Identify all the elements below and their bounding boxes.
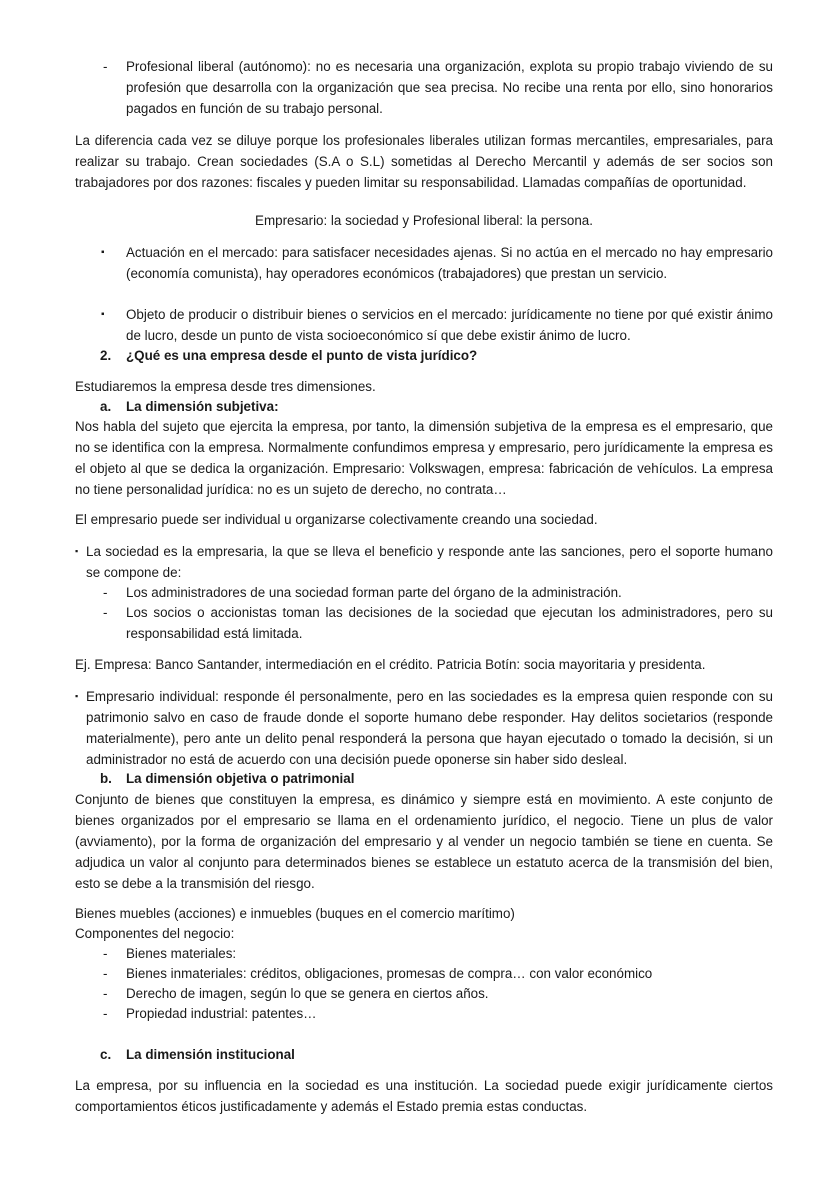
heading-number: 2. bbox=[100, 348, 112, 363]
list-item-bienes-materiales: Bienes materiales: bbox=[126, 946, 237, 961]
list-item-actuacion: Actuación en el mercado: para satisfacer necesidades ajenas. Si no actúa en el mercado no hay empresario (economía comunista), hay operadores económicos (trabajadores) que prestan un servicio. bbox=[126, 245, 773, 281]
list-item-bienes-inmateriales: Bienes inmateriales: créditos, obligaciones, promesas de compra… con valor económico bbox=[126, 966, 653, 981]
dash-bullet: - bbox=[103, 605, 108, 620]
dash-bullet: - bbox=[103, 585, 108, 600]
dash-bullet: - bbox=[103, 1006, 108, 1021]
subheading-institucional: La dimensión institucional bbox=[126, 1047, 295, 1062]
paragraph-estudiaremos: Estudiaremos la empresa desde tres dimensiones. bbox=[75, 379, 376, 394]
paragraph-ejemplo: Ej. Empresa: Banco Santander, intermediación en el crédito. Patricia Botín: socia mayoritaria y presidenta. bbox=[75, 657, 706, 672]
subheading-letter: b. bbox=[100, 771, 112, 786]
paragraph-componentes: Componentes del negocio: bbox=[75, 926, 235, 941]
paragraph-subjetiva: Nos habla del sujeto que ejercita la empresa, por tanto, la dimensión subjetiva de la empresa es el empresario, que no se identifica con la empresa. Normalmente confundimos empresa y empresario, pero jurídicamente la empresa es el objeto al que se dedica la organización. Empresario: Volkswagen, empresa: fabricación de vehículos. La empresa no tiene personalidad jurídica: no es un sujeto de derecho, no contrata… bbox=[75, 419, 773, 497]
paragraph-diferencia: La diferencia cada vez se diluye porque los profesionales liberales utilizan formas mercantiles, empresariales, para realizar su trabajo. Crean sociedades (S.A o S.L) sometidas al Derecho Mercantil y además de ser socios son trabajadores por dos razones: fiscales y pueden limitar su responsabilidad. Llamadas compañías de oportunidad. bbox=[75, 133, 773, 190]
square-bullet: ▪ bbox=[101, 309, 105, 320]
list-item-sociedad: La sociedad es la empresaria, la que se lleva el beneficio y responde ante las sanciones, pero el soporte humano se compone de: bbox=[86, 544, 773, 580]
dash-bullet: - bbox=[103, 986, 108, 1001]
list-item-propiedad-industrial: Propiedad industrial: patentes… bbox=[126, 1006, 317, 1021]
paragraph-objetiva: Conjunto de bienes que constituyen la empresa, es dinámico y siempre está en movimiento. A este conjunto de bienes organizados por el empresario se llama en el ordenamiento jurídico, el negocio. Tiene un plus de valor (avviamento), por la forma de organización del empresario y al vender un negocio también se tiene en cuenta. Se adjudica un valor al conjunto para determinados bienes se establece un estatuto acerca de la transmisión del bien, esto se debe a la transmisión del riesgo. bbox=[75, 792, 773, 891]
dash-bullet: - bbox=[103, 966, 108, 981]
paragraph-bienes: Bienes muebles (acciones) e inmuebles (buques en el comercio marítimo) bbox=[75, 906, 515, 921]
section-heading: ¿Qué es una empresa desde el punto de vista jurídico? bbox=[126, 348, 478, 363]
list-item-administradores: Los administradores de una sociedad forman parte del órgano de la administración. bbox=[126, 585, 622, 600]
dash-bullet: - bbox=[103, 59, 108, 74]
paragraph-individual: El empresario puede ser individual u organizarse colectivamente creando una sociedad. bbox=[75, 512, 598, 527]
list-item-profesional-liberal: Profesional liberal (autónomo): no es necesaria una organización, explota su propio trabajo viviendo de su profesión que desarrolla con la organización que sea precisa. No recibe una renta por ello, sino honorarios pagados en función de su trabajo personal. bbox=[126, 59, 773, 116]
list-item-empresario-individual: Empresario individual: responde él personalmente, pero en las sociedades es la empresa quien responde con su patrimonio salvo en caso de fraude donde el soporte humano debe responder. Hay delitos societarios (responde materialmente), pero ante un delito penal responderá la persona que hayan ejecutado o tomado la decisión, si un administrador no está de acuerdo con una decisión puede oponerse sin haber sido desleal. bbox=[86, 689, 773, 767]
list-item-socios: Los socios o accionistas toman las decisiones de la sociedad que ejecutan los administradores, pero su responsabilidad está limitada. bbox=[126, 605, 773, 641]
square-bullet: ▪ bbox=[101, 247, 105, 258]
square-bullet: ▪ bbox=[75, 546, 79, 556]
dash-bullet: - bbox=[103, 946, 108, 961]
square-bullet: ▪ bbox=[75, 691, 79, 701]
list-item-objeto: Objeto de producir o distribuir bienes o servicios en el mercado: jurídicamente no tiene por qué existir ánimo de lucro, desde un punto de vista socioeconómico sí que debe existir ánimo de lucro. bbox=[126, 307, 773, 343]
subheading-letter: c. bbox=[100, 1047, 112, 1062]
list-item-derecho-imagen: Derecho de imagen, según lo que se genera en ciertos años. bbox=[126, 986, 489, 1001]
subheading-subjetiva: La dimensión subjetiva: bbox=[126, 399, 279, 414]
subheading-letter: a. bbox=[100, 399, 112, 414]
centered-statement: Empresario: la sociedad y Profesional liberal: la persona. bbox=[255, 213, 593, 228]
paragraph-institucional: La empresa, por su influencia en la sociedad es una institución. La sociedad puede exigir jurídicamente ciertos comportamientos éticos justificadamente y además el Estado premia estas conductas. bbox=[75, 1078, 773, 1114]
subheading-objetiva: La dimensión objetiva o patrimonial bbox=[126, 771, 355, 786]
